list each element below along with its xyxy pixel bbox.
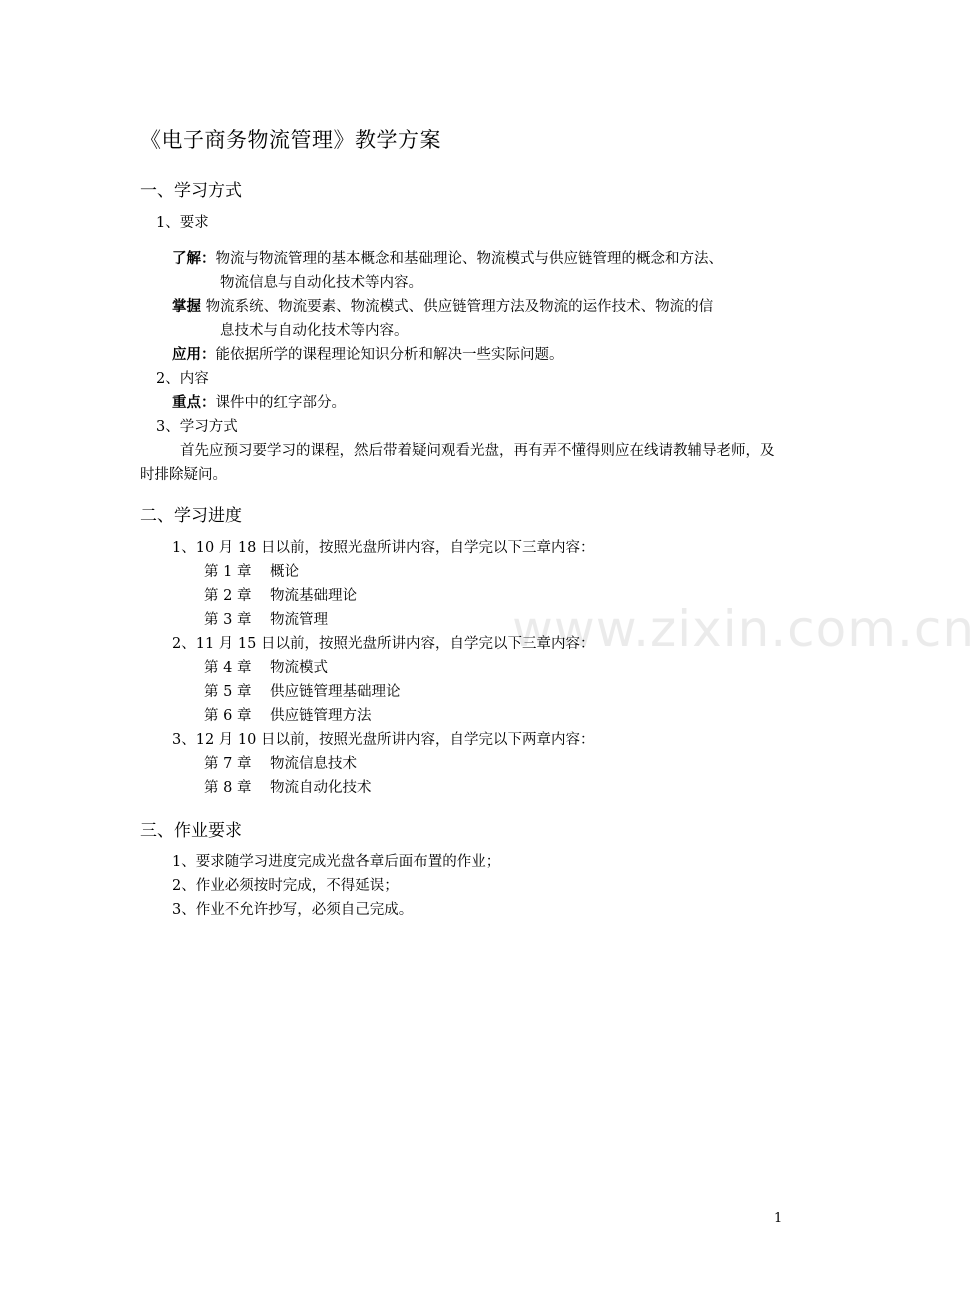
- understand-line2: 物流信息与自动化技术等内容。: [220, 275, 423, 291]
- chapter-name: 物流自动化技术: [270, 780, 372, 796]
- chapter-number: 第 3 章: [204, 612, 252, 628]
- chapter-row: [204, 563, 299, 581]
- section2-heading: 二、学习进度: [140, 506, 242, 526]
- watermark: www.zixin.com.cn: [512, 600, 975, 658]
- key-text: 课件中的红字部分。: [215, 395, 346, 411]
- chapter-name: 概论: [270, 564, 299, 580]
- homework-item-1: 1、要求随学习进度完成光盘各章后面布置的作业；: [172, 854, 501, 870]
- schedule-item-3: 3、12 月 10 日以前，按照光盘所讲内容，自学完以下两章内容：: [172, 732, 595, 748]
- chapter-number: 第 1 章: [204, 564, 252, 580]
- chapter-name: 物流基础理论: [270, 588, 357, 604]
- document-title: 《电子商务物流管理》教学方案: [140, 128, 441, 152]
- chapter-row: [204, 659, 328, 677]
- chapter-row: [204, 587, 357, 605]
- schedule-item-2: 2、11 月 15 日以前，按照光盘所讲内容，自学完以下三章内容：: [172, 636, 595, 652]
- chapter-row: [204, 611, 328, 629]
- chapter-name: 物流管理: [270, 612, 328, 628]
- apply-text: 能依据所学的课程理论知识分析和解决一些实际问题。: [215, 347, 564, 363]
- sub2-heading: 2、内容: [156, 371, 209, 387]
- master-label: 掌握: [172, 299, 201, 315]
- schedule-item-1: 1、10 月 18 日以前，按照光盘所讲内容，自学完以下三章内容：: [172, 540, 595, 556]
- chapter-number: 第 4 章: [204, 660, 252, 676]
- chapter-row: [204, 707, 372, 725]
- understand-line1: [172, 250, 723, 268]
- master-line2: 息技术与自动化技术等内容。: [220, 323, 409, 339]
- key-line: [172, 394, 346, 412]
- sub3-paragraph: 首先应预习要学习的课程，然后带着疑问观看光盘，再有弄不懂得则应在线请教辅导老师，及时排除疑问。: [140, 443, 775, 483]
- homework-item-3: 3、作业不允许抄写，必须自己完成。: [172, 902, 414, 918]
- chapter-name: 供应链管理基础理论: [270, 684, 401, 700]
- chapter-number: 第 2 章: [204, 588, 252, 604]
- chapter-name: 物流信息技术: [270, 756, 357, 772]
- page-number: 1: [774, 1211, 783, 1226]
- chapter-number: 第 5 章: [204, 684, 252, 700]
- chapter-row: [204, 683, 401, 701]
- understand-label: 了解：: [172, 251, 216, 267]
- chapter-number: 第 8 章: [204, 780, 252, 796]
- section1-heading: 一、学习方式: [140, 181, 242, 201]
- chapter-row: [204, 779, 372, 797]
- understand-text1: 物流与物流管理的基本概念和基础理论、物流模式与供应链管理的概念和方法、: [215, 251, 723, 267]
- chapter-number: 第 7 章: [204, 756, 252, 772]
- key-label: 重点：: [172, 395, 216, 411]
- master-text1: 物流系统、物流要素、物流模式、供应链管理方法及物流的运作技术、物流的信: [205, 299, 714, 315]
- chapter-row: [204, 755, 357, 773]
- sub3-heading: 3、学习方式: [156, 419, 238, 435]
- apply-line: [172, 346, 564, 364]
- apply-label: 应用：: [172, 347, 216, 363]
- sub1-heading: 1、要求: [156, 215, 209, 231]
- chapter-number: 第 6 章: [204, 708, 252, 724]
- homework-item-2: 2、作业必须按时完成，不得延误；: [172, 878, 399, 894]
- master-line1: [172, 298, 713, 316]
- section3-heading: 三、作业要求: [140, 821, 242, 841]
- chapter-name: 物流模式: [270, 660, 328, 676]
- chapter-name: 供应链管理方法: [270, 708, 372, 724]
